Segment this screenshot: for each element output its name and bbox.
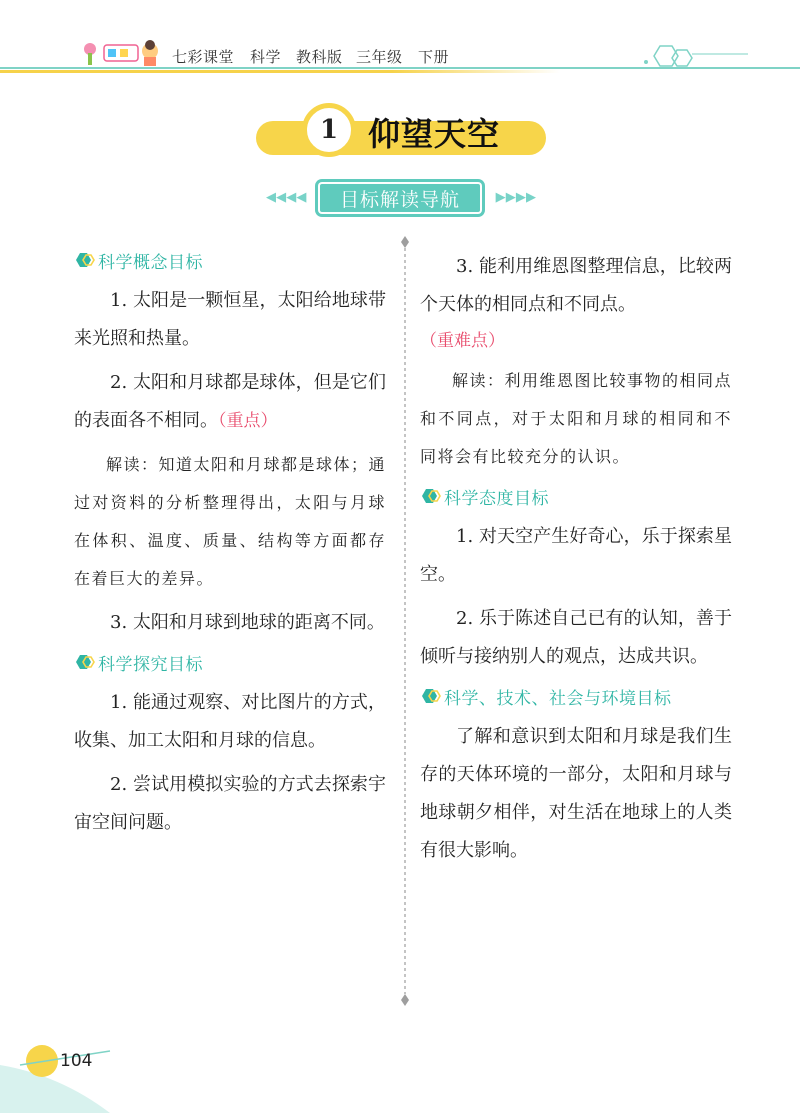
- inquiry-goal-1: 1. 能通过观察、对比图片的方式，收集、加工太阳和月球的信息。: [74, 692, 386, 751]
- section-title: 科学态度目标: [444, 488, 549, 509]
- page-number: 104: [60, 1051, 93, 1071]
- concept-goal-2: [74, 364, 386, 440]
- inquiry-goal-3: 3. 能利用维恩图整理信息，比较两个天体的相同点和不同点。: [420, 256, 732, 315]
- header-edition: 教科版: [296, 48, 343, 66]
- concept-goal-1: 1. 太阳是一颗恒星，太阳给地球带来光照和热量。: [74, 290, 386, 349]
- lesson-title: [250, 103, 550, 165]
- header-series: 七彩课堂: [172, 48, 235, 66]
- section-title: 科学、技术、社会与环境目标: [444, 688, 672, 709]
- section-title: 科学概念目标: [98, 252, 203, 273]
- concept-interpretation: 解读：知道太阳和月球都是球体；通过对资料的分析整理得出，太阳与月球在体积、温度、质量、结构等方面都存在着巨大的差异。: [74, 455, 387, 588]
- goal-nav-banner: [262, 180, 538, 216]
- section-header-inquiry: [74, 648, 386, 676]
- header-rule-yellow: [0, 70, 560, 73]
- page-footer: [0, 1025, 200, 1113]
- attitude-goal-1: 1. 对天空产生好奇心，乐于探索星空。: [420, 526, 732, 585]
- left-column: [74, 246, 386, 842]
- attitude-goal-2: 2. 乐于陈述自己已有的认知，善于倾听与接纳别人的观点，达成共识。: [420, 608, 732, 667]
- right-column: [420, 246, 732, 870]
- hexagon-section-icon: [74, 653, 96, 671]
- concept-goal-2-text: 2. 太阳和月球都是球体，但是它们的表面各不相同。: [74, 372, 386, 431]
- goal-nav-label: 目标解读导航: [318, 182, 482, 214]
- section-title: 科学探究目标: [98, 654, 203, 675]
- difficult-point-line: [420, 324, 732, 358]
- stse-goal: 了解和意识到太阳和月球是我们生存的天体环境的一部分，太阳和月球与地球朝夕相伴，对生活在地球上的人类有很大影响。: [420, 726, 732, 861]
- difficult-point-tag: （重难点）: [420, 331, 505, 351]
- series-logo-icon: [78, 35, 164, 67]
- section-header-attitude: [420, 482, 732, 510]
- concept-goal-3: 3. 太阳和月球到地球的距离不同。: [110, 612, 385, 633]
- hexagon-decoration-icon: [640, 36, 750, 76]
- lesson-title-text: 仰望天空: [368, 115, 501, 153]
- header-grade: 三年级: [356, 48, 403, 66]
- hexagon-section-icon: [420, 487, 442, 505]
- right-arrows-icon: ▶ ▶ ▶ ▶: [495, 190, 534, 205]
- header-subject: 科学: [250, 48, 282, 66]
- inquiry-goal-2: 2. 尝试用模拟实验的方式去探索宇宙空间问题。: [74, 774, 386, 833]
- section-header-stse: [420, 682, 732, 710]
- lesson-number: 1: [302, 103, 356, 157]
- section-header-concept: [74, 246, 386, 274]
- key-point-tag: （重点）: [218, 411, 278, 431]
- header-volume: 下册: [418, 48, 450, 66]
- hexagon-section-icon: [420, 687, 442, 705]
- footer-decoration-icon: [0, 1025, 200, 1113]
- hexagon-section-icon: [74, 251, 96, 269]
- left-arrows-icon: ◀ ◀ ◀ ◀: [266, 190, 305, 205]
- inquiry-interpretation: 解读：利用维恩图比较事物的相同点和不同点，对于太阳和月球的相同和不同将会有比较充分的认识。: [420, 371, 733, 466]
- column-divider: [398, 236, 412, 1006]
- page-header: [0, 0, 800, 80]
